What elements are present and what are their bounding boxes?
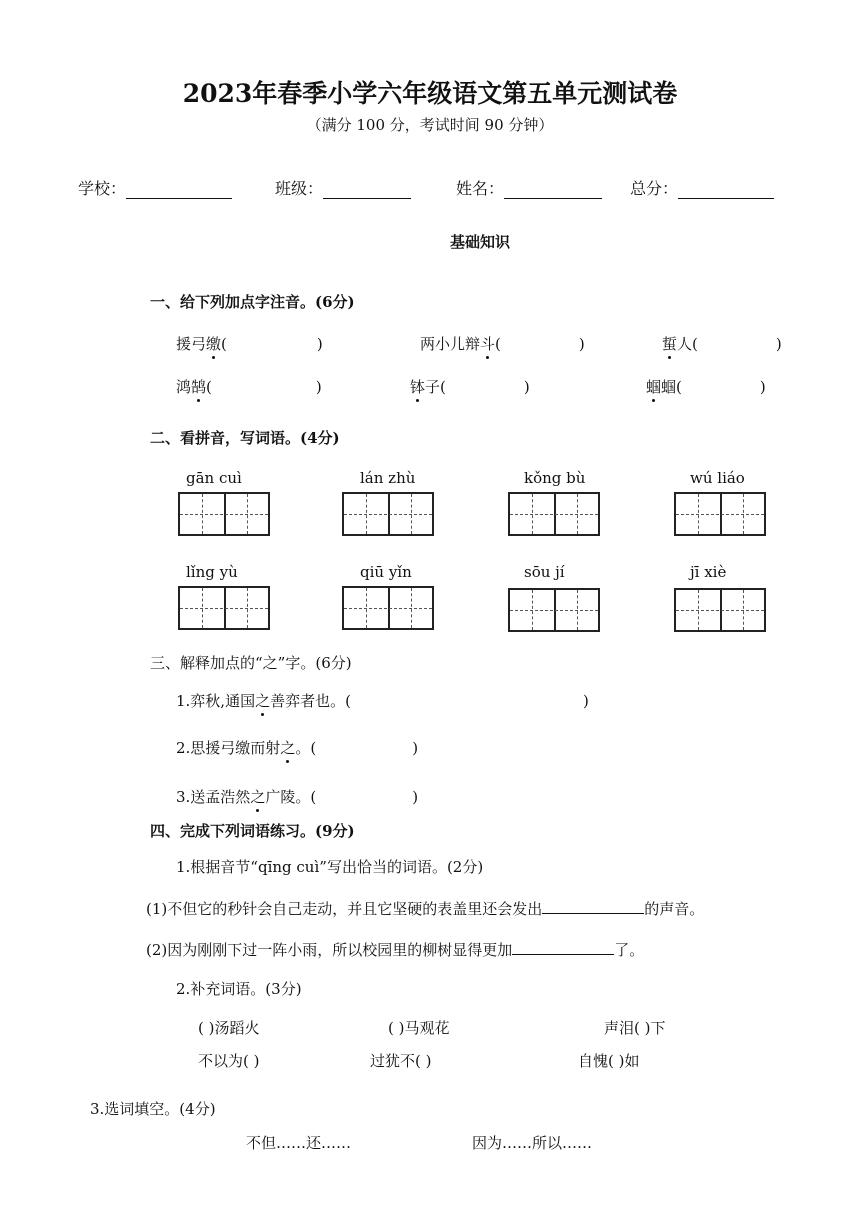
writing-grid[interactable] <box>508 492 600 536</box>
q1-item-3: 蜇人( ) <box>662 335 782 353</box>
exam-subtitle: （满分 100 分，考试时间 90 分钟） <box>306 116 554 134</box>
pinyin-label: sōu jí <box>524 563 565 581</box>
writing-grid[interactable] <box>178 492 270 536</box>
writing-grid[interactable] <box>674 492 766 536</box>
q1-title: 一、给下列加点字注音。(6分) <box>150 293 355 311</box>
school-label: 学校： <box>78 179 127 198</box>
q4-sub3: 3.选词填空。(4分) <box>90 1100 216 1118</box>
name-label: 姓名： <box>456 179 505 198</box>
q1-item-2: 两小儿辩斗( ) <box>420 335 585 353</box>
part-title: 基础知识 <box>449 233 510 251</box>
answer-blank[interactable] <box>512 938 614 955</box>
idiom-item: 过犹不( ) <box>370 1052 432 1070</box>
pinyin-label: qiū yǐn <box>360 563 412 581</box>
pinyin-label: wú liáo <box>690 469 745 487</box>
dotted-char: 缴 <box>206 335 222 353</box>
word-choice: 不但……还…… <box>246 1134 352 1152</box>
dotted-char: 之 <box>280 739 296 757</box>
name-field <box>456 176 602 199</box>
idiom-item: ( )马观花 <box>388 1019 450 1037</box>
writing-grid[interactable] <box>342 586 434 630</box>
answer-blank[interactable] <box>542 897 644 914</box>
pinyin-label: jī xiè <box>690 563 727 581</box>
writing-grid[interactable] <box>342 492 434 536</box>
q1-item-1: 援弓缴( ) <box>176 335 323 353</box>
class-blank[interactable] <box>323 180 411 199</box>
q4-sentence-1: (1)不但它的秒针会自己走动，并且它坚硬的表盖里还会发出 的声音。 <box>146 897 704 919</box>
dotted-char: 斗 <box>480 335 496 353</box>
q3-title: 三、解释加点的“之”字。(6分) <box>150 654 352 672</box>
q2-title: 二、看拼音，写词语。(4分) <box>150 429 340 447</box>
dotted-char: 之 <box>250 788 266 806</box>
class-field <box>275 176 411 199</box>
writing-grid[interactable] <box>508 588 600 632</box>
class-label: 班级： <box>275 179 324 198</box>
q4-sub2: 2.补充词语。(3分) <box>176 980 302 998</box>
q3-item-3: 3.送孟浩然之广陵。( ) <box>176 788 419 806</box>
idiom-item: 自愧( )如 <box>578 1052 640 1070</box>
q4-sub1: 1.根据音节“qīng cuì”写出恰当的词语。(2分) <box>176 858 484 876</box>
school-blank[interactable] <box>126 180 232 199</box>
writing-grid[interactable] <box>674 588 766 632</box>
dotted-char: 之 <box>255 692 271 710</box>
q4-sentence-2: (2)因为刚刚下过一阵小雨，所以校园里的柳树显得更加 了。 <box>146 938 644 960</box>
dotted-char: 钵 <box>410 378 426 396</box>
word-choice: 因为……所以…… <box>472 1134 593 1152</box>
pinyin-label: lǐng yù <box>186 563 238 581</box>
idiom-item: ( )汤蹈火 <box>198 1019 260 1037</box>
pinyin-label: lán zhù <box>360 469 416 487</box>
school-field <box>78 176 232 199</box>
q1-item-5: 钵子( ) <box>410 378 530 396</box>
dotted-char: 蜇 <box>662 335 678 353</box>
q3-item-1: 1.弈秋,通国之善弈者也。( ) <box>176 692 589 710</box>
idiom-item: 声泪( )下 <box>604 1019 666 1037</box>
writing-grid[interactable] <box>178 586 270 630</box>
score-blank[interactable] <box>678 180 774 199</box>
pinyin-label: gān cuì <box>186 469 242 487</box>
exam-title: 2023年春季小学六年级语文第五单元测试卷 <box>182 79 678 108</box>
pinyin-label: kǒng bù <box>524 469 586 487</box>
score-field <box>630 176 774 199</box>
score-label: 总分： <box>630 179 679 198</box>
q4-title: 四、完成下列词语练习。(9分) <box>150 822 355 840</box>
q1-item-4: 鸿鹄( ) <box>176 378 322 396</box>
name-blank[interactable] <box>504 180 602 199</box>
q1-item-6: 蝈蝈( ) <box>646 378 766 396</box>
dotted-char: 鹄 <box>191 378 207 396</box>
dotted-char: 蝈 <box>646 378 662 396</box>
q3-item-2: 2.思援弓缴而射之。( ) <box>176 739 419 757</box>
idiom-item: 不以为( ) <box>198 1052 260 1070</box>
